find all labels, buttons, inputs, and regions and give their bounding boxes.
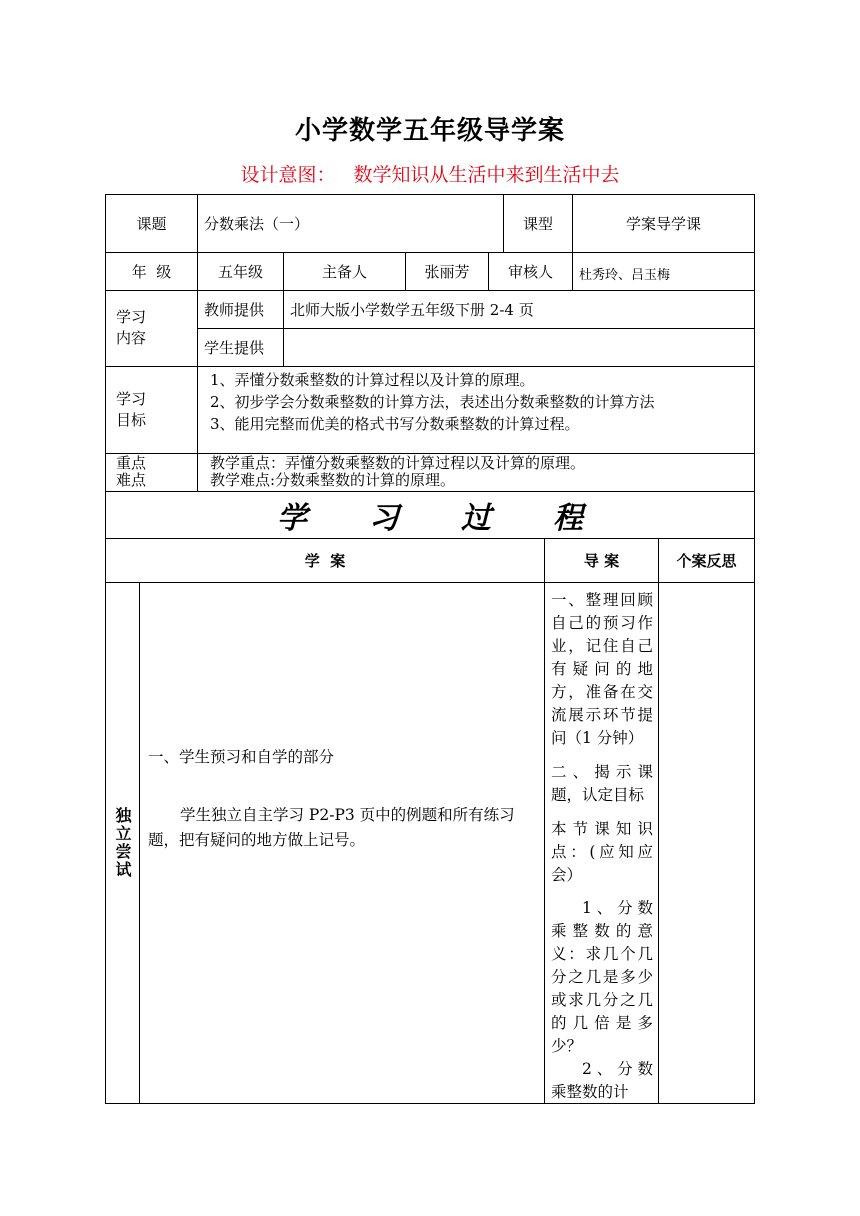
guide-item: 二、揭示课题，认定目标 xyxy=(551,763,653,804)
document-title: 小学数学五年级导学案 xyxy=(294,116,565,146)
study-heading: 一、学生预习和自学的部分 xyxy=(148,748,335,766)
process-banner: 学习过程 xyxy=(105,491,755,538)
goal-item: 2、初步学会分数乘整数的计算方法，表述出分数乘整数的计算方法 xyxy=(210,393,655,411)
grade-value: 五年级 xyxy=(197,252,283,290)
goal-item: 3、能用完整而优美的格式书写分数乘整数的计算过程。 xyxy=(210,415,580,433)
content-label: 学习 内容 xyxy=(105,290,197,366)
teacher-provides-label: 教师提供 xyxy=(197,290,283,328)
guide-item: 本节课知识点：(应知应会） xyxy=(551,820,653,884)
preparer-label: 主备人 xyxy=(283,252,405,290)
section-label: 独立尝试 xyxy=(105,582,139,1104)
guide-item: 2、分数乘整数的计 xyxy=(551,1060,653,1101)
type-label: 课型 xyxy=(503,194,572,252)
topic-label: 课题 xyxy=(105,194,197,252)
type-value: 学案导学课 xyxy=(572,194,755,252)
guide-item: 1、分数乘整数的意义：求几个几分之几是多少或求几分之几的几倍是多少？ xyxy=(551,899,653,1055)
preparer-value: 张丽芳 xyxy=(405,252,488,290)
topic-value: 分数乘法（一） xyxy=(197,194,503,252)
focus-difficulty: 教学难点:分数乘整数的计算的原理。 xyxy=(210,471,456,489)
design-intent-label: 设计意图： xyxy=(240,164,336,186)
guide-item: 一、整理回顾自己的预习作业，记住自己有疑问的地方，准备在交流展示环节提问（1 分钟） xyxy=(551,591,653,747)
col-header-reflect: 个案反思 xyxy=(658,538,755,582)
focus-points xyxy=(197,453,755,491)
guide-content xyxy=(544,582,658,1104)
focus-key: 教学重点：弄懂分数乘整数的计算过程以及计算的原理。 xyxy=(210,454,586,472)
student-provides-label: 学生提供 xyxy=(197,328,283,366)
focus-label: 重点 难点 xyxy=(105,453,197,491)
goals-label: 学习 目标 xyxy=(105,366,197,453)
grade-label: 年 级 xyxy=(105,252,197,290)
study-content xyxy=(139,582,544,1104)
reviewer-value: 杜秀玲、吕玉梅 xyxy=(572,252,755,290)
reflection-cell[interactable] xyxy=(658,582,755,1104)
col-header-guide: 导 案 xyxy=(544,538,658,582)
teacher-provides-value: 北师大版小学数学五年级下册 2-4 页 xyxy=(283,290,755,328)
design-intent-text: 数学知识从生活中来到生活中去 xyxy=(353,164,620,186)
goals-list xyxy=(197,366,755,453)
col-header-study: 学 案 xyxy=(105,538,544,582)
student-provides-value xyxy=(283,328,755,366)
study-text: 学生独立自主学习 P2-P3 页中的例题和所有练习题，把有疑问的地方做上记号。 xyxy=(148,806,515,849)
goal-item: 1、弄懂分数乘整数的计算过程以及计算的原理。 xyxy=(210,371,535,389)
design-intent xyxy=(0,160,860,187)
reviewer-label: 审核人 xyxy=(488,252,572,290)
